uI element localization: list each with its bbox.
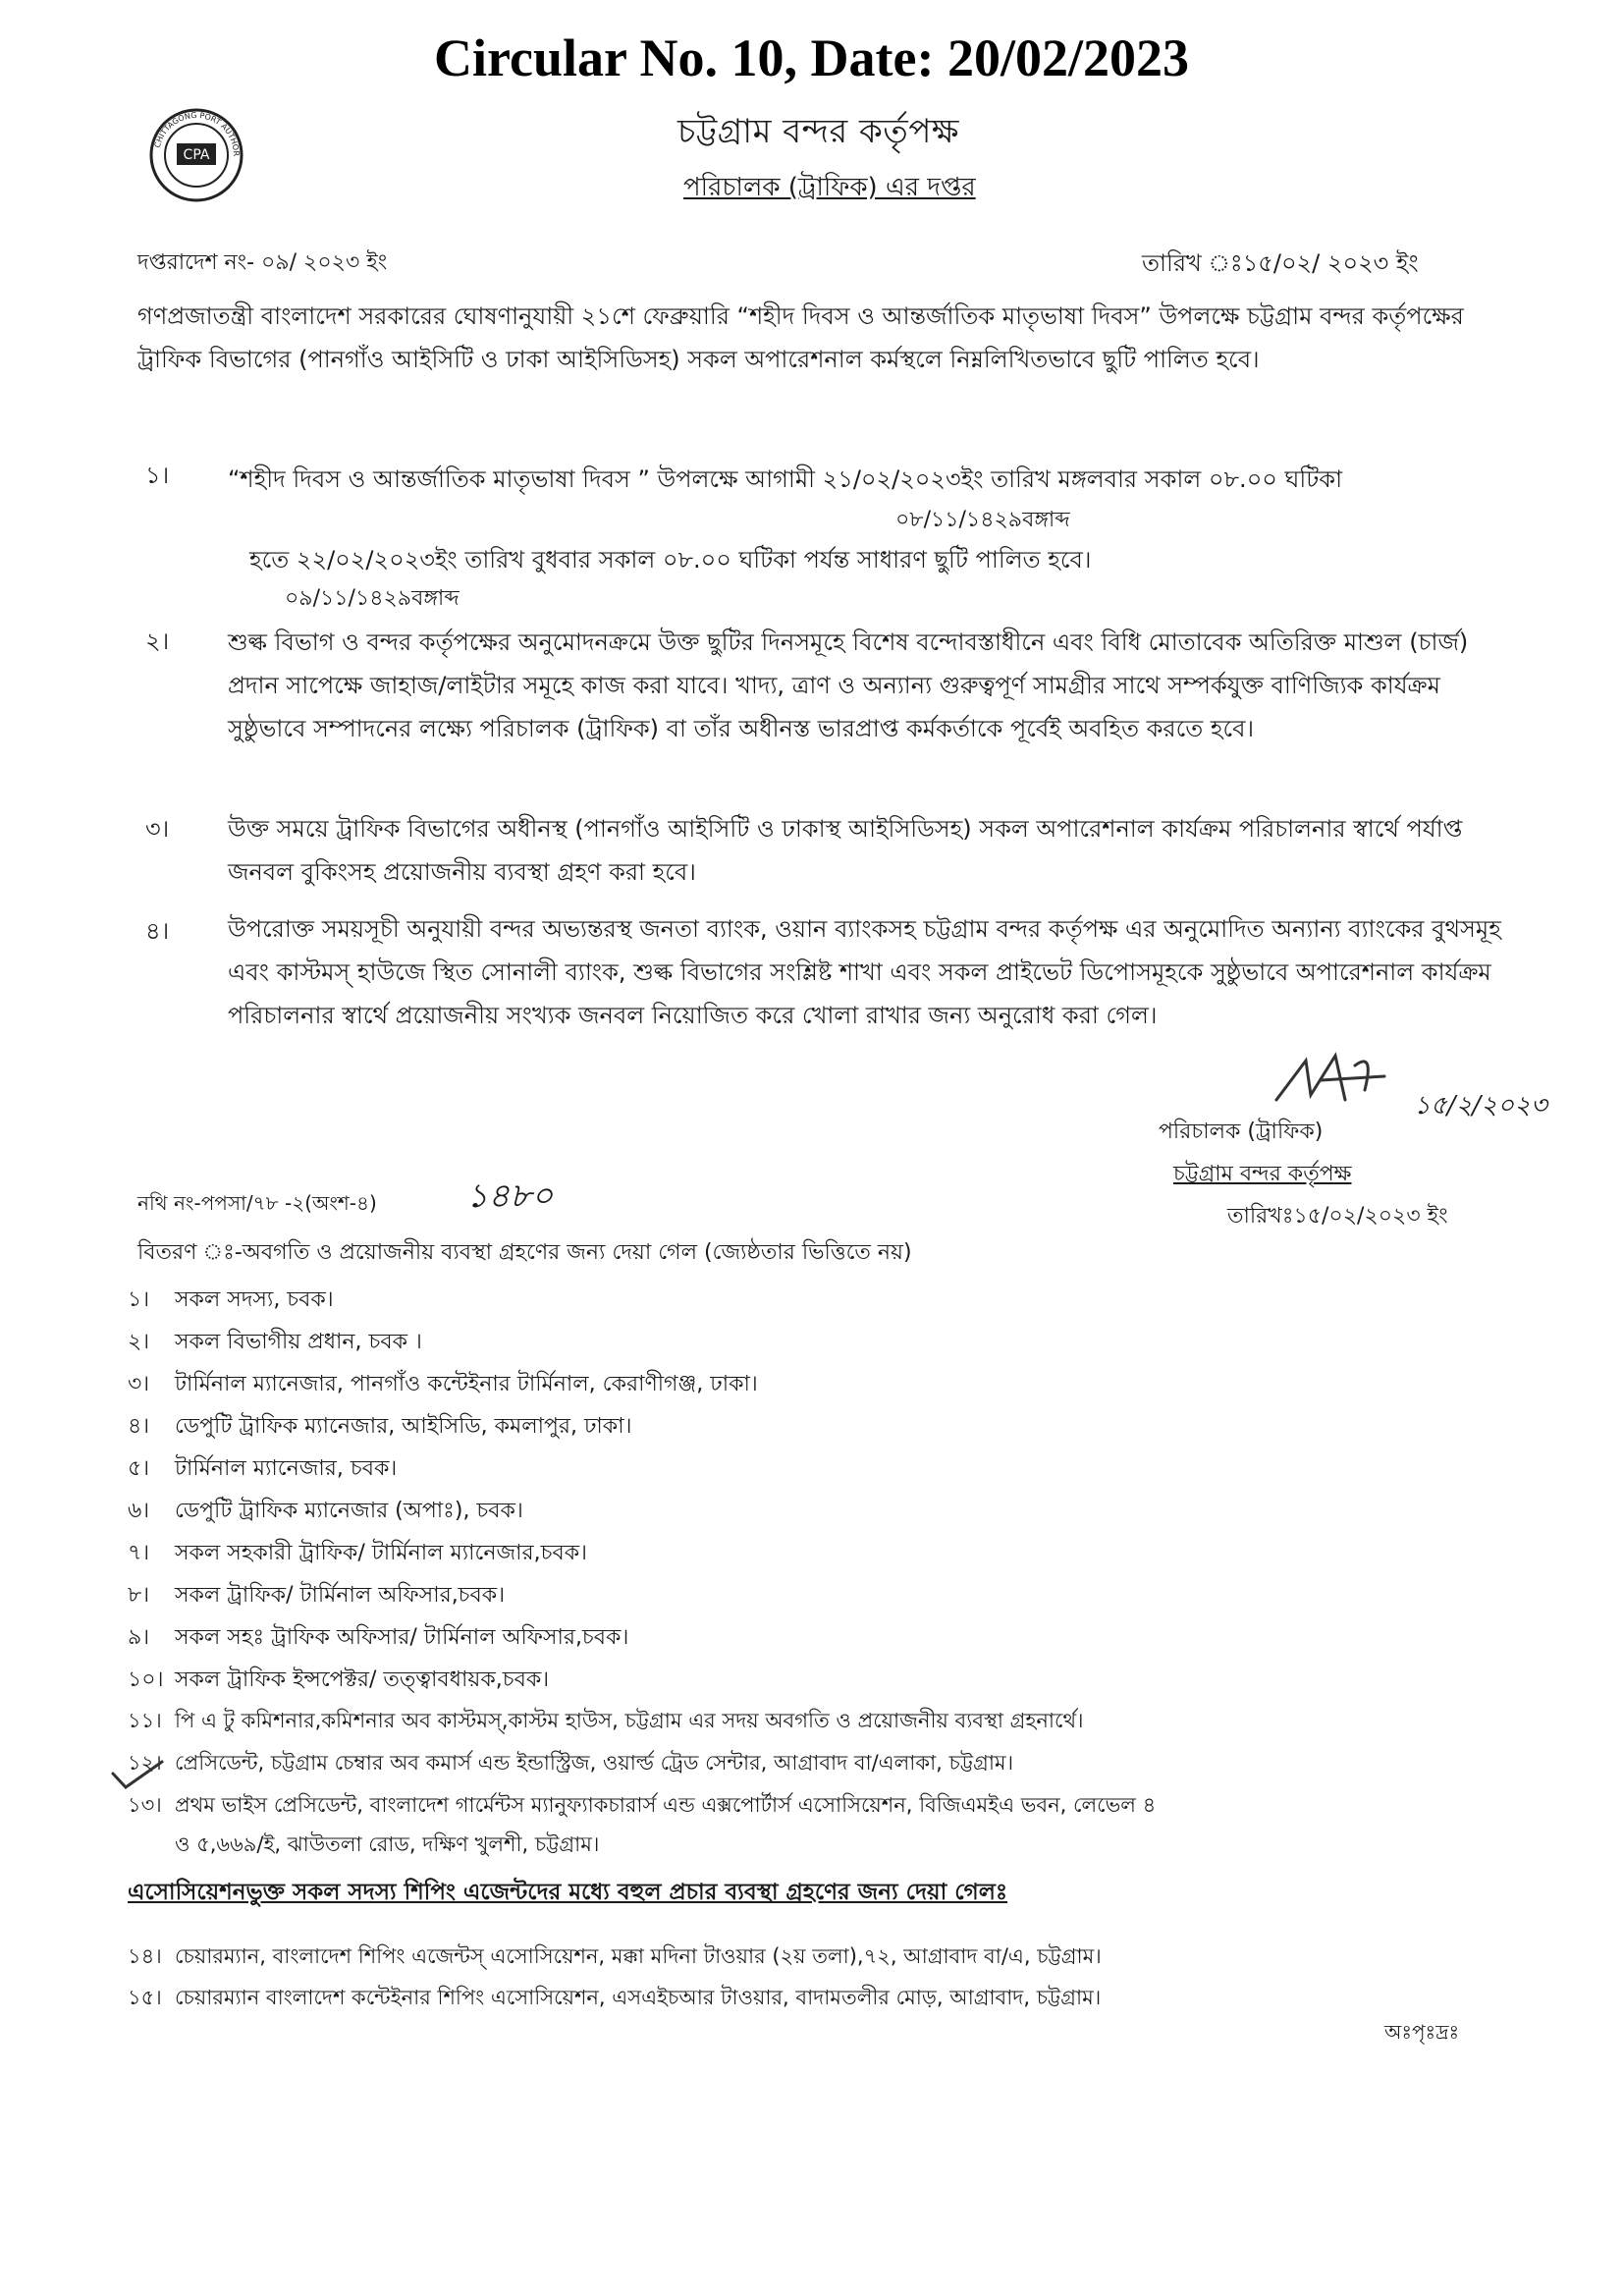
list-item <box>128 1325 422 1361</box>
list-item-number: ৪। <box>128 1414 150 1439</box>
signatory-title: পরিচালক (ট্রাফিক) <box>1159 1120 1324 1144</box>
office-name: পরিচালক (ট্রাফিক) এর দপ্তর <box>683 173 976 202</box>
list-item <box>128 1747 1013 1781</box>
list-item-number: ১১। <box>128 1709 162 1732</box>
list-item-text: সকল বিভাগীয় প্রধান, চবক । <box>175 1330 422 1354</box>
list-item-text: চেয়ারম্যান, বাংলাদেশ শিপিং এজেন্টস্ এসোসিয়েশন, মক্কা মদিনা টাওয়ার (২য় তলা),৭২, আগ্রাবাদ বা/এ, চট্টগ্রাম। <box>175 1944 1102 1968</box>
handwritten-signature <box>1267 1041 1434 1120</box>
list-item-text: চেয়ারম্যান বাংলাদেশ কন্টেইনার শিপিং এসোসিয়েশন, এসএইচআর টাওয়ার, বাদামতলীর মোড়, আগ্রাবাদ, চট্টগ্রাম। <box>175 1986 1102 2009</box>
list-item-continued: ও ৫,৬৬৯/ই, ঝাউতলা রোড, দক্ষিণ খুলশী, চট্টগ্রাম। <box>175 1832 600 1856</box>
list-item-number: ১২। <box>128 1751 162 1775</box>
signature-date: তারিখঃ১৫/০২/২০২৩ ইং <box>1227 1204 1448 1229</box>
list-item-text: পি এ টু কমিশনার,কমিশনার অব কাস্টমস্,কাস্টম হাউস, চট্টগ্রাম এর সদয় অবগতি ও প্রয়োজনীয় ব্যবস্থা গ্রহনার্থে। <box>175 1709 1084 1732</box>
list-item-text: সকল সদস্য, চবক। <box>175 1287 334 1312</box>
list-item-number: ১। <box>128 1287 150 1312</box>
list-item-number: ৬। <box>128 1499 150 1523</box>
list-item <box>128 1536 587 1572</box>
continued-marker: অঃপৃঃদ্রঃ <box>1384 2020 1460 2044</box>
list-item-text: টার্মিনাল ম্যানেজার, চবক। <box>175 1456 398 1481</box>
item-number: ১। <box>145 462 170 489</box>
list-item-number: ৯। <box>128 1625 150 1650</box>
list-item <box>128 1494 523 1530</box>
item-text: শুল্ক বিভাগ ও বন্দর কর্তৃপক্ষের অনুমোদনক্রমে উক্ত ছুটির দিনসমূহে বিশেষ বন্দোবস্তাধীনে এবং বিধি মোতাবেক অতিরিক্ত মাশুল (চার্জ) প্রদান সাপেক্ষে জাহাজ/লাইটার সমূহে কাজ করা যাবে। খাদ্য, ত্রাণ ও অন্যান্য গুরুত্বপূর্ণ সামগ্রীর সাথে সম্পর্কযুক্ত বাণিজ্যিক কার্যক্রম সুষ্ঠুভাবে সম্পাদনের লক্ষ্যে পরিচালক (ট্রাফিক) বা তাঁর অধীনস্ত ভারপ্রাপ্ত কর্মকর্তাকে পূর্বেই অবহিত করতে হবে। <box>228 629 1469 742</box>
list-item-text: ডেপুটি ট্রাফিক ম্যানেজার (অপাঃ), চবক। <box>175 1499 523 1523</box>
list-item-text: প্রেসিডেন্ট, চট্টগ্রাম চেম্বার অব কমার্স এন্ড ইন্ডাস্ট্রিজ, ওয়ার্ল্ড ট্রেড সেন্টার, আগ্রাবাদ বা/এলাকা, চট্টগ্রাম। <box>175 1751 1014 1775</box>
item-number: ২। <box>145 628 170 655</box>
signatory-organization: চট্টগ্রাম বন্দর কর্তৃপক্ষ <box>1173 1162 1352 1186</box>
item-text: উক্ত সময়ে ট্রাফিক বিভাগের অধীনস্থ (পানগাঁও আইসিটি ও ঢাকাস্থ আইসিডিসহ) সকল অপারেশনাল কার্যক্রম পরিচালনার স্বার্থে পর্যাপ্ত জনবল বুকিংসহ প্রয়োজনীয় ব্যবস্থা গ্রহণ করা হবে। <box>228 815 1463 886</box>
organization-name: চট্টগ্রাম বন্দর কর্তৃপক্ষ <box>677 112 959 151</box>
list-item <box>128 1663 549 1699</box>
signature-date-handwritten: ১৫/২/২০২৩ <box>1414 1091 1547 1121</box>
circular-title: Circular No. 10, Date: 20/02/2023 <box>434 28 1189 87</box>
list-item-number: ৮। <box>128 1583 150 1608</box>
list-item <box>128 1409 631 1446</box>
association-heading: এসোসিয়েশনভুক্ত সকল সদস্য শিপিং এজেন্টদের মধ্যে বহুল প্রচার ব্যবস্থা গ্রহণের জন্য দেয়া গেলঃ <box>128 1880 1008 1905</box>
list-item-number: ১০। <box>128 1667 164 1692</box>
intro-paragraph: গণপ্রজাতন্ত্রী বাংলাদেশ সরকারের ঘোষণানুযায়ী ২১শে ফেব্রুয়ারি “শহীদ দিবস ও আন্তর্জাতিক মাতৃভাষা দিবস” উপলক্ষে চট্টগ্রাম বন্দর কর্তৃপক্ষের ট্রাফিক বিভাগের (পানগাঁও আইসিটি ও ঢাকা আইসিডিসহ) সকল অপারেশনাল কর্মস্থলে নিম্নলিখিতভাবে ছুটি পালিত হবে। <box>137 302 1464 373</box>
list-item-number: ৩। <box>128 1372 150 1396</box>
item-number: ৩। <box>145 815 170 843</box>
list-item-number: ১৫। <box>128 1986 162 2009</box>
list-item <box>128 1367 758 1403</box>
list-item <box>128 1789 1156 1824</box>
list-item-text: টার্মিনাল ম্যানেজার, পানগাঁও কন্টেইনার টার্মিনাল, কেরাণীগঞ্জ, ঢাকা। <box>175 1372 758 1396</box>
list-item <box>128 1578 505 1614</box>
file-number: নথি নং-পপসা/৭৮ -২(অংশ-৪) <box>137 1191 377 1215</box>
list-item-number: ৫। <box>128 1456 150 1481</box>
distribution-heading: বিতরণ ঃ-অবগতি ও প্রয়োজনীয় ব্যবস্থা গ্রহণের জন্য দেয়া গেল (জ্যেষ্ঠতার ভিত্তিতে নয়) <box>137 1240 912 1265</box>
list-item-text: সকল ট্রাফিক/ টার্মিনাল অফিসার,চবক। <box>175 1583 506 1608</box>
list-item <box>128 1705 1084 1739</box>
list-item-text: সকল সহকারী ট্রাফিক/ টার্মিনাল ম্যানেজার,চবক। <box>175 1541 587 1565</box>
list-item-text: প্রথম ভাইস প্রেসিডেন্ট, বাংলাদেশ গার্মেন্টস ম্যানুফ্যাকচারার্স এন্ড এক্সপোর্টার্স এসোসিয়েশন, বিজিএমইএ ভবন, লেভেল ৪ <box>175 1793 1157 1817</box>
list-item <box>128 1283 334 1319</box>
item-text-continued: হতে ২২/০২/২০২৩ইং তারিখ বুধবার সকাল ০৮.০০ ঘটিকা পর্যন্ত সাধারণ ছুটি পালিত হবে। <box>249 546 1092 574</box>
list-item-text: সকল সহঃ ট্রাফিক অফিসার/ টার্মিনাল অফিসার,চবক। <box>175 1625 629 1650</box>
list-item-text: সকল ট্রাফিক ইন্সপেক্টর/ তত্ত্বাবধায়ক,চবক। <box>175 1667 550 1692</box>
handwritten-tick <box>108 1756 167 1795</box>
item-text: “শহীদ দিবস ও আন্তর্জাতিক মাতৃভাষা দিবস ” উপলক্ষে আগামী ২১/০২/২০২৩ইং তারিখ মঙ্গলবার সকাল ০৮.০০ ঘটিকা <box>228 465 1343 493</box>
bangla-date: ০৯/১১/১৪২৯বঙ্গাব্দ <box>285 586 460 611</box>
list-item-number: ৭। <box>128 1541 150 1565</box>
list-item-text: ডেপুটি ট্রাফিক ম্যানেজার, আইসিডি, কমলাপুর, ঢাকা। <box>175 1414 632 1439</box>
port-authority-logo <box>147 106 245 204</box>
list-item <box>128 1982 1101 2016</box>
bangla-date: ০৮/১১/১৪২৯বঙ্গাব্দ <box>895 508 1070 532</box>
logo-mark: CPA <box>183 147 210 163</box>
list-item-number: ১৩। <box>128 1793 162 1817</box>
item-number: ৪। <box>145 917 170 945</box>
list-item-number: ২। <box>128 1330 150 1354</box>
list-item-number: ১৪। <box>128 1944 162 1968</box>
memo-date: তারিখ ঃ১৫/০২/ ২০২৩ ইং <box>1142 249 1419 277</box>
memo-number: দপ্তরাদেশ নং- ০৯/ ২০২৩ ইং <box>137 250 388 275</box>
list-item <box>128 1451 397 1488</box>
file-number-handwritten: ১৪৮০ <box>466 1176 554 1216</box>
list-item <box>128 1941 1102 1975</box>
list-item <box>128 1620 628 1657</box>
item-text: উপরোক্ত সময়সূচী অনুযায়ী বন্দর অভ্যন্তরস্থ জনতা ব্যাংক, ওয়ান ব্যাংকসহ চট্টগ্রাম বন্দর কর্তৃপক্ষ এর অনুমোদিত অন্যান্য ব্যাংকের বুথসমূহ এবং কাস্টমস্ হাউজে স্থিত সোনালী ব্যাংক, শুল্ক বিভাগের সংশ্লিষ্ট শাখা এবং সকল প্রাইভেট ডিপোসমূহকে সুষ্ঠুভাবে অপারেশনাল কার্যক্রম পরিচালনার স্বার্থে প্রয়োজনীয় সংখ্যক জনবল নিয়োজিত করে খোলা রাখার জন্য অনুরোধ করা গেল। <box>228 915 1501 1029</box>
logo-text: CHITTAGONG PORT AUTHOR <box>152 110 242 157</box>
